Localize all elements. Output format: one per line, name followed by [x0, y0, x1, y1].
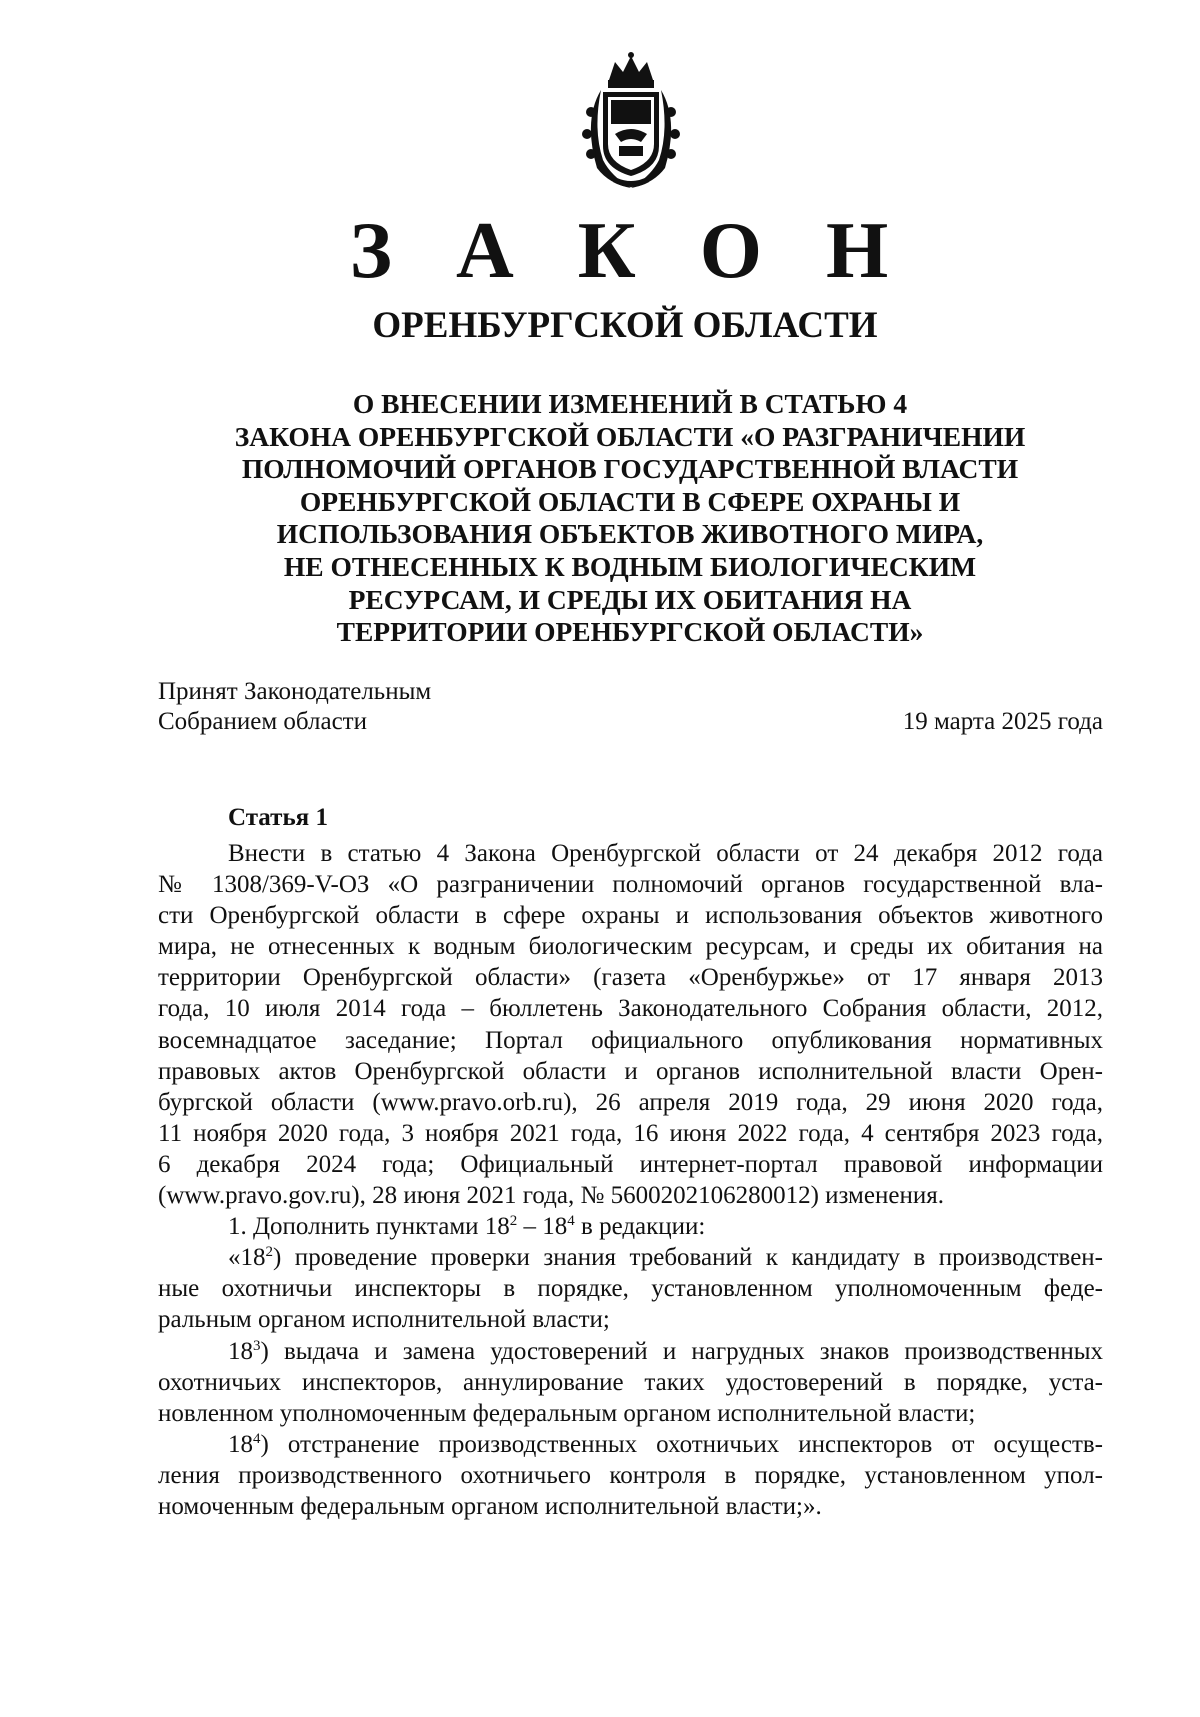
- body-line: года, 10 июля 2014 года – бюллетень Законодательного Собрания области, 2012,: [158, 995, 1103, 1023]
- subject-line: РЕСУРСАМ, И СРЕДЫ ИХ ОБИТАНИЯ НА: [348, 583, 912, 615]
- body-line: восемнадцатое заседание; Портал официального опубликования нормативных: [158, 1026, 1103, 1054]
- article-body: [158, 838, 1103, 1522]
- point-text: ) выдача и замена удостоверений и нагрудных знаков производственных: [260, 1337, 1103, 1365]
- body-line: правовых актов Оренбургской области и органов исполнительной власти Орен-: [158, 1057, 1103, 1085]
- point-number: «18: [228, 1244, 266, 1272]
- region-title: ОРЕНБУРГСКОЙ ОБЛАСТИ: [372, 305, 878, 346]
- adoption-note: [158, 677, 431, 737]
- point-18-4-first-line: [158, 1429, 1103, 1460]
- body-line: ления производственного охотничьего контроля в порядке, установленном упол-: [158, 1461, 1103, 1489]
- point-text: ) проведение проверки знания требований к кандидату в производствен-: [273, 1244, 1103, 1272]
- subject-line: О ВНЕСЕНИИ ИЗМЕНЕНИЙ В СТАТЬЮ 4: [352, 388, 908, 419]
- document-type-title: З А К О Н: [349, 207, 911, 295]
- law-subject-title: [150, 388, 1110, 649]
- subject-line: ОРЕНБУРГСКОЙ ОБЛАСТИ В СФЕРЕ ОХРАНЫ И: [299, 485, 961, 517]
- item-1-line: [158, 1211, 1103, 1242]
- body-line: бургской области (www.pravo.orb.ru), 26 апреля 2019 года, 29 июня 2020 года,: [158, 1088, 1103, 1116]
- article-heading: Статья 1: [228, 804, 328, 831]
- point-number: 18: [228, 1337, 253, 1365]
- item-1-dash: – 18: [517, 1213, 568, 1241]
- body-line: мира, не отнесенных к водным биологическим ресурсам, и среды их обитания на: [158, 933, 1103, 961]
- body-line: № 1308/369-V-ОЗ «О разграничении полномочий органов государственной вла-: [158, 871, 1103, 899]
- point-text: ) отстранение производственных охотничьих инспекторов от осуществ-: [260, 1430, 1103, 1458]
- subject-line: ТЕРРИТОРИИ ОРЕНБУРГСКОЙ ОБЛАСТИ»: [336, 616, 924, 648]
- body-line: 6 декабря 2024 года; Официальный интернет-портал правовой информации: [158, 1150, 1103, 1178]
- subject-line: ИСПОЛЬЗОВАНИЯ ОБЪЕКТОВ ЖИВОТНОГО МИРА,: [276, 518, 984, 550]
- adoption-line: Принят Законодательным: [158, 678, 432, 705]
- item-1-suffix: в редакции:: [574, 1213, 706, 1241]
- adoption-line: Собранием области: [158, 708, 367, 735]
- body-line: (www.pravo.gov.ru), 28 июня 2021 года, № 5600202106280012) изменения.: [158, 1182, 944, 1210]
- superscript: 2: [509, 1213, 518, 1230]
- subject-line: ПОЛНОМОЧИЙ ОРГАНОВ ГОСУДАРСТВЕННОЙ ВЛАСТИ: [241, 453, 1019, 485]
- point-18-3-first-line: [158, 1336, 1103, 1367]
- superscript: 4: [567, 1213, 575, 1230]
- superscript: 2: [265, 1244, 273, 1261]
- superscript: 4: [253, 1430, 261, 1447]
- body-line: ральным органом исполнительной власти;: [158, 1306, 610, 1334]
- body-line: 11 ноября 2020 года, 3 ноября 2021 года, 16 июня 2022 года, 4 сентября 2023 года,: [158, 1119, 1103, 1147]
- superscript: 3: [253, 1337, 261, 1354]
- body-line: сти Оренбургской области в сфере охраны и использования объектов животного: [158, 902, 1103, 930]
- coat-of-arms-emblem: [575, 50, 687, 192]
- item-1-prefix: 1. Дополнить пунктами 18: [228, 1213, 510, 1241]
- body-line: номоченным федеральным органом исполнительной власти;».: [158, 1492, 822, 1520]
- body-line: Внести в статью 4 Закона Оренбургской области от 24 декабря 2012 года: [228, 840, 1103, 867]
- adoption-date: 19 марта 2025 года: [902, 708, 1103, 735]
- body-line: территории Оренбургской области» (газета «Оренбуржье» от 17 января 2013: [158, 964, 1103, 992]
- subject-line: ЗАКОНА ОРЕНБУРГСКОЙ ОБЛАСТИ «О РАЗГРАНИЧЕНИИ: [234, 420, 1026, 452]
- body-line: ные охотничьи инспекторы в порядке, установленном уполномоченным феде-: [158, 1275, 1103, 1303]
- body-line: новленном уполномоченным федеральным органом исполнительной власти;: [158, 1399, 976, 1427]
- subject-line: НЕ ОТНЕСЕННЫХ К ВОДНЫМ БИОЛОГИЧЕСКИМ: [283, 550, 977, 582]
- point-18-2-first-line: [158, 1242, 1103, 1273]
- body-line: охотничьих инспекторов, аннулирование таких удостоверений в порядке, уста-: [158, 1368, 1103, 1396]
- coat-of-arms-icon: [575, 50, 687, 192]
- point-number: 18: [228, 1430, 253, 1458]
